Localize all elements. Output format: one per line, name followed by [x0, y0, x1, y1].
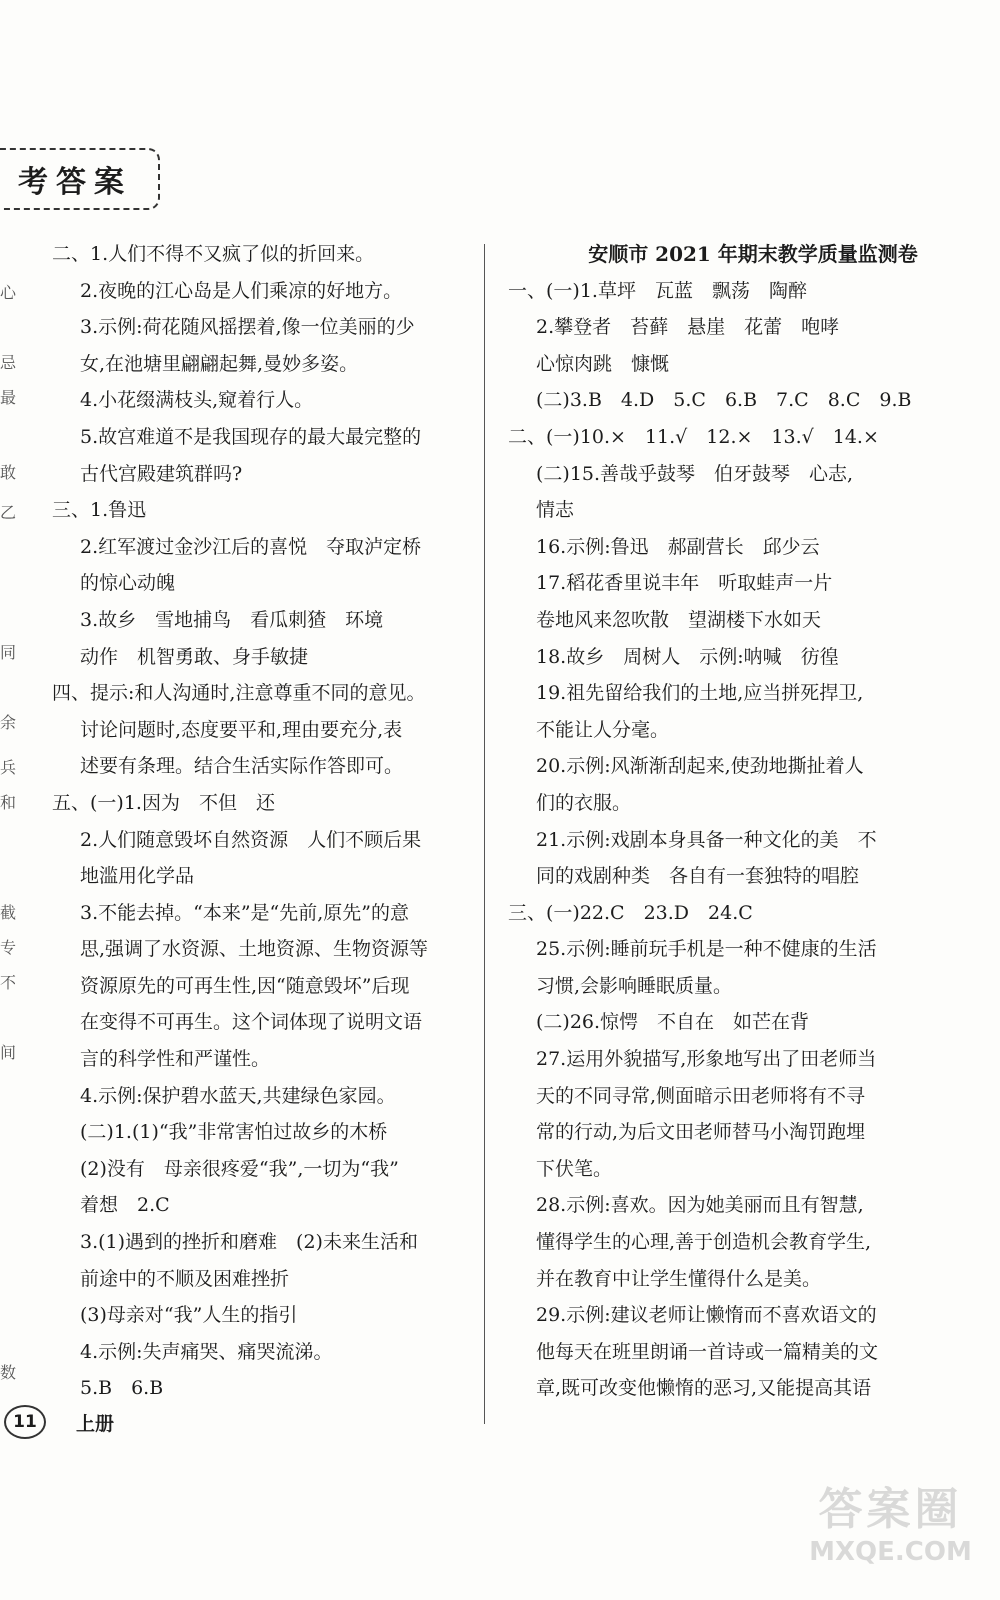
answer-line: 21.示例:戏剧本身具备一种文化的美 不 — [536, 828, 877, 851]
answer-line: 着想 2.C — [80, 1194, 170, 1217]
answer-line: 二、1.人们不得不又疯了似的折回来。 — [52, 243, 375, 265]
edge-fragment: 乙 — [0, 503, 17, 522]
answer-line: 古代宫殿建筑群吗? — [80, 462, 243, 485]
answer-line: 五、(一)1.因为 不但 还 — [52, 791, 275, 814]
page-number: 11 — [4, 1405, 46, 1439]
answer-line: 女,在池塘里翩翩起舞,曼妙多姿。 — [80, 352, 359, 375]
answer-line: 17.稻花香里说丰年 听取蛙声一片 — [536, 572, 833, 595]
answer-line: 27.运用外貌描写,形象地写出了田老师当 — [536, 1048, 877, 1071]
answer-line: 28.示例:喜欢。因为她美丽而且有智慧, — [536, 1194, 864, 1217]
answer-line: (3)母亲对“我”人生的指引 — [80, 1304, 298, 1327]
edge-fragment: 数 — [0, 1363, 17, 1382]
edge-fragment: 心 — [0, 283, 17, 302]
answer-line: 2.人们随意毁坏自然资源 人们不顾后果 — [80, 828, 422, 851]
answer-line: 并在教育中让学生懂得什么是美。 — [536, 1267, 822, 1290]
left-answer-column — [52, 236, 482, 1407]
answer-line: (二)26.惊愕 不自在 如芒在背 — [536, 1011, 810, 1034]
answer-line: 常的行动,为后文田老师替马小淘罚跑埋 — [536, 1121, 866, 1144]
watermark-site: MXQE.COM — [809, 1537, 972, 1567]
answer-line: 思,强调了水资源、土地资源、生物资源等 — [80, 938, 429, 961]
watermark-glyphs: 答案圈 — [818, 1484, 963, 1535]
answer-line: 29.示例:建议老师让懒惰而不喜欢语文的 — [536, 1304, 877, 1327]
edge-fragment: 不 — [0, 973, 17, 992]
answer-line: 同的戏剧种类 各自有一套独特的唱腔 — [536, 865, 860, 888]
column-divider — [484, 244, 485, 1424]
edge-fragment: 余 — [0, 713, 17, 732]
answer-line: 5.B 6.B — [80, 1377, 164, 1400]
answer-line: 3.示例:荷花随风摇摆着,像一位美丽的少 — [80, 316, 415, 339]
answer-line: 20.示例:风渐渐刮起来,使劲地撕扯着人 — [536, 755, 864, 778]
answer-line: 动作 机智勇敢、身手敏捷 — [80, 645, 309, 668]
answer-line: 情志 — [536, 499, 575, 522]
edge-fragment: 和 — [0, 793, 17, 812]
answer-line: 习惯,会影响睡眠质量。 — [536, 974, 733, 997]
watermark-logo — [803, 1455, 978, 1585]
answer-line: 天的不同寻常,侧面暗示田老师将有不寻 — [536, 1084, 866, 1107]
answer-line: 他每天在班里朗诵一首诗或一篇精美的文 — [536, 1340, 879, 1363]
answer-line: 三、1.鲁迅 — [52, 499, 147, 522]
answer-line: 4.示例:保护碧水蓝天,共建绿色家园。 — [80, 1084, 396, 1107]
answer-line: 4.小花缀满枝头,窥着行人。 — [80, 389, 314, 412]
answer-line: 懂得学生的心理,善于创造机会教育学生, — [536, 1231, 872, 1254]
answer-line: 不能让人分毫。 — [536, 718, 670, 741]
answer-line: 前途中的不顺及困难挫折 — [80, 1267, 290, 1290]
answer-line: 3.故乡 雪地捕鸟 看瓜刺猹 环境 — [80, 608, 384, 631]
answer-line: 心惊肉跳 慷慨 — [536, 352, 670, 375]
page-footer — [4, 1405, 114, 1439]
answer-line: (二)3.B 4.D 5.C 6.B 7.C 8.C 9.B — [536, 389, 912, 412]
answer-line: 4.示例:失声痛哭、痛哭流涕。 — [80, 1340, 333, 1363]
answer-line: 资源原先的可再生性,因“随意毁坏”后现 — [80, 974, 410, 997]
edge-fragment: 间 — [0, 1043, 17, 1062]
edge-fragment: 敢 — [0, 463, 17, 482]
answer-line: 讨论问题时,态度要平和,理由要充分,表 — [80, 718, 403, 741]
answer-line: 卷地风来忽吹散 望湖楼下水如天 — [536, 608, 822, 631]
answer-line: 的惊心动魄 — [80, 572, 176, 595]
answer-line: 一、(一)1.草坪 瓦蓝 飘荡 陶醉 — [508, 279, 807, 302]
answer-line: (二)1.(1)“我”非常害怕过故乡的木桥 — [80, 1121, 388, 1144]
answer-line: 25.示例:睡前玩手机是一种不健康的生活 — [536, 938, 877, 961]
answer-line: 们的衣服。 — [536, 791, 632, 814]
answer-line: 3.(1)遇到的挫折和磨难 (2)未来生活和 — [80, 1231, 418, 1254]
exam-subtitle: 安顺市 2021 年期末教学质量监测卷 — [588, 242, 918, 266]
answer-line: (二)15.善哉乎鼓琴 伯牙鼓琴 心志, — [536, 462, 854, 485]
answer-line: 述要有条理。结合生活实际作答即可。 — [80, 755, 404, 778]
answer-header-box — [0, 148, 160, 210]
answer-line: 2.夜晚的江心岛是人们乘凉的好地方。 — [80, 279, 403, 302]
answer-line: 下伏笔。 — [536, 1157, 613, 1180]
header-title: 考答案 — [18, 165, 132, 200]
answer-line: 5.故宫难道不是我国现存的最大最完整的 — [80, 425, 422, 448]
answer-line: 2.红军渡过金沙江后的喜悦 夺取泸定桥 — [80, 535, 422, 558]
answer-line: 二、(一)10.× 11.√ 12.× 13.√ 14.× — [508, 425, 879, 448]
edge-fragment: 截 — [0, 903, 17, 922]
edge-fragment: 忌 — [0, 353, 17, 372]
answer-line: 18.故乡 周树人 示例:呐喊 彷徨 — [536, 645, 839, 668]
answer-line: 16.示例:鲁迅 郝副营长 邱少云 — [536, 535, 820, 558]
edge-fragment: 兵 — [0, 758, 17, 777]
volume-label: 上册 — [76, 1412, 115, 1435]
edge-fragment: 专 — [0, 938, 17, 957]
answer-line: 四、提示:和人沟通时,注意尊重不同的意见。 — [52, 682, 426, 705]
answer-line: 言的科学性和严谨性。 — [80, 1048, 271, 1071]
answer-line: 地滥用化学品 — [80, 865, 195, 888]
answer-line: 在变得不可再生。这个词体现了说明文语 — [80, 1011, 423, 1034]
answer-line: (2)没有 母亲很疼爱“我”,一切为“我” — [80, 1157, 399, 1180]
answer-line: 2.攀登者 苔藓 悬崖 花蕾 咆哮 — [536, 316, 840, 339]
edge-fragment: 最 — [0, 388, 17, 407]
right-answer-column — [508, 236, 978, 1407]
answer-line: 19.祖先留给我们的土地,应当拼死捍卫, — [536, 682, 864, 705]
left-edge-fragments — [0, 270, 22, 1410]
answer-line: 章,既可改变他懒惰的恶习,又能提高其语 — [536, 1377, 872, 1400]
edge-fragment: 同 — [0, 643, 17, 662]
answer-line: 3.不能去掉。“本来”是“先前,原先”的意 — [80, 901, 410, 924]
answer-line: 三、(一)22.C 23.D 24.C — [508, 901, 753, 924]
